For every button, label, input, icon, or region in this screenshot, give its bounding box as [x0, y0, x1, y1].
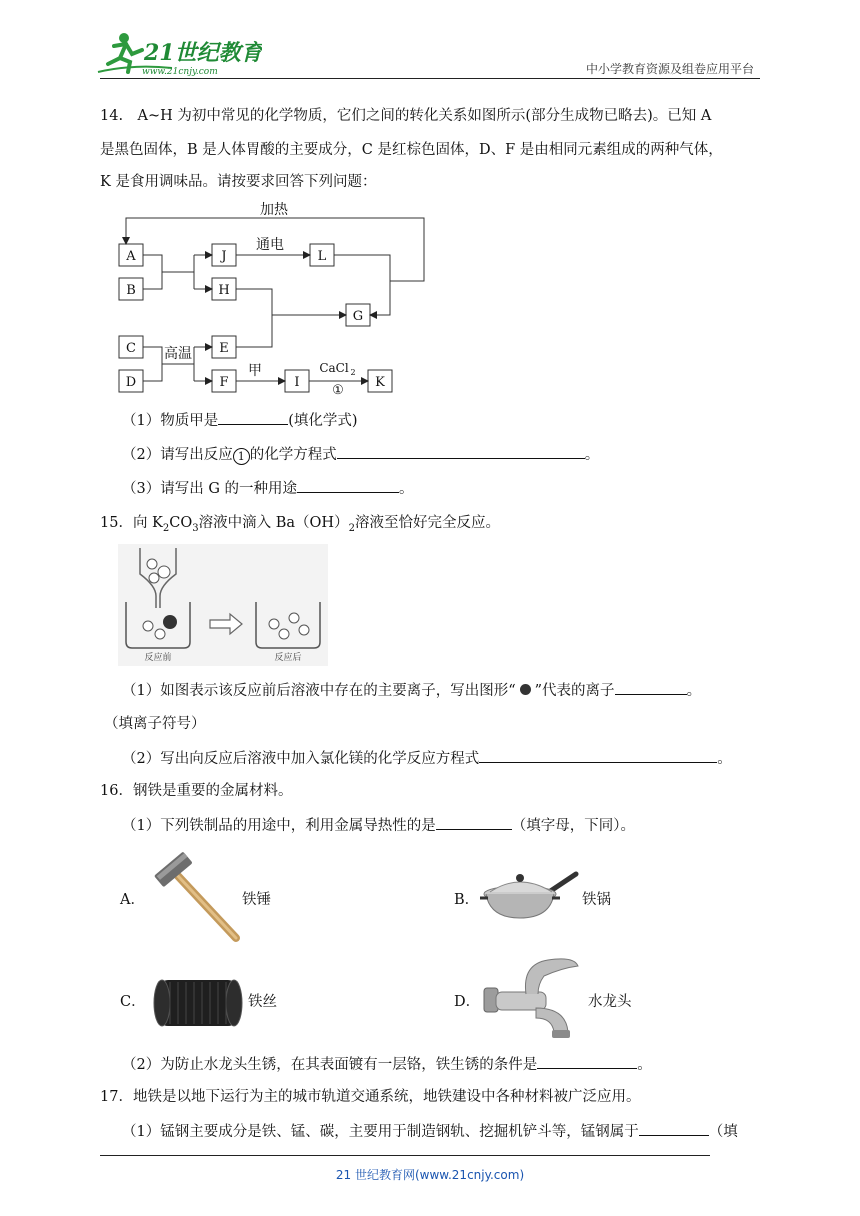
site-logo: [92, 28, 262, 80]
svg-text:www.21cnjy.com: www.21cnjy.com: [142, 67, 218, 77]
q17-sub-1: （1）锰钢主要成分是铁、锰、碳，主要用于制造钢轨、挖掘机铲斗等，锰钢属于 （填: [122, 1121, 738, 1142]
answer-blank-q14-3[interactable]: [297, 478, 399, 493]
q14-sub-1: （1）物质甲是 (填化学式): [122, 410, 358, 431]
node-g: G: [352, 309, 364, 324]
q14-sub-2: （2）请写出反应 1 的化学方程式 。: [122, 444, 599, 465]
node-e: E: [219, 341, 229, 356]
q14-line-2: 是黑色固体，B 是人体胃酸的主要成分，C 是红棕色固体，D、F 是由相同元素组成的两种气体，: [100, 142, 723, 158]
label-reaction-1: ①: [332, 383, 344, 396]
answer-blank-q15-2[interactable]: [479, 748, 717, 763]
label-electric: 通电: [256, 237, 284, 253]
option-d-letter[interactable]: D．: [454, 994, 481, 1010]
caption-after: 反应后: [274, 653, 302, 663]
node-k: K: [375, 375, 385, 390]
answer-blank-q15-1[interactable]: [615, 680, 687, 695]
label-cacl2-sub: 2: [350, 368, 356, 377]
faucet-icon: [482, 954, 582, 1042]
q15-ion-diagram: [118, 544, 328, 666]
q15-title: 15．向 $K_2CO_3$溶液中滴入 $Ba(OH)_2$溶液至恰好完全反应。: [100, 515, 500, 534]
caption-before: 反应前: [144, 653, 172, 663]
hammer-icon: [148, 852, 243, 944]
platform-name: 中小学教育资源及组卷应用平台: [585, 62, 754, 76]
q16-title: 16．钢铁是重要的金属材料。: [100, 783, 293, 799]
q14-line-1: 14. A~H 为初中常见的化学物质，它们之间的转化关系如图所示(部分生成物已略去)。已知 A: [100, 108, 712, 124]
q15-sub-1: （1）如图表示该反应前后溶液中存在的主要离子，写出图形“ ”代表的离子 。: [122, 680, 701, 701]
q16-sub-1: （1）下列铁制品的用途中，利用金属导热性的是 （填字母，下同）。: [122, 815, 635, 836]
answer-blank-q16-1[interactable]: [436, 815, 512, 830]
option-a-letter[interactable]: A．: [120, 892, 145, 908]
option-b-label: 铁锅: [582, 892, 611, 908]
header-divider: [100, 78, 760, 79]
node-i: I: [294, 375, 300, 390]
footer-source[interactable]: 21 世纪教育网(www.21cnjy.com): [335, 1168, 525, 1182]
dark-ion-dot-icon: [520, 684, 531, 695]
q14-line-3: K 是食用调味品。请按要求回答下列问题：: [100, 174, 377, 190]
node-l: L: [317, 249, 327, 264]
node-b: B: [126, 283, 136, 298]
option-b-letter[interactable]: B．: [454, 892, 480, 908]
svg-text:21世纪教育: 21世纪教育: [144, 40, 262, 66]
q14-sub-3: （3）请写出 G 的一种用途 。: [122, 478, 414, 499]
q17-title: 17．地铁是以地下运行为主的城市轨道交通系统，地铁建设中各种材料被广泛应用。: [100, 1089, 641, 1105]
wire-coil-icon: [150, 972, 246, 1032]
answer-blank-q14-1[interactable]: [218, 410, 288, 425]
label-cacl2: CaCl: [319, 361, 349, 375]
option-c-label: 铁丝: [248, 994, 277, 1010]
q14-reaction-diagram: [110, 196, 440, 396]
label-high-temp: 高温: [164, 346, 192, 362]
answer-blank-q17-1[interactable]: [639, 1121, 709, 1136]
node-d: D: [125, 375, 137, 390]
answer-blank-q14-2[interactable]: [337, 444, 585, 459]
wok-icon: [480, 866, 580, 926]
label-heat: 加热: [260, 202, 288, 218]
answer-blank-q16-2[interactable]: [537, 1054, 637, 1069]
node-j: J: [221, 249, 227, 264]
option-d-label: 水龙头: [588, 994, 632, 1010]
node-f: F: [219, 375, 229, 390]
node-c: C: [126, 341, 136, 356]
runner-logo-icon: [92, 28, 262, 80]
node-h: H: [218, 283, 230, 298]
node-a: A: [126, 249, 136, 264]
option-a-label: 铁锤: [242, 892, 271, 908]
reaction-1-circle: 1: [233, 448, 250, 465]
footer-divider: [100, 1155, 710, 1156]
option-c-letter[interactable]: C．: [120, 994, 146, 1010]
label-jia: 甲: [248, 363, 262, 379]
q15-sub-1-note: （填离子符号）: [104, 716, 206, 732]
q16-sub-2: （2）为防止水龙头生锈，在其表面镀有一层铬，铁生锈的条件是 。: [122, 1054, 652, 1075]
q15-sub-2: （2）写出向反应后溶液中加入氯化镁的化学反应方程式 。: [122, 748, 732, 769]
